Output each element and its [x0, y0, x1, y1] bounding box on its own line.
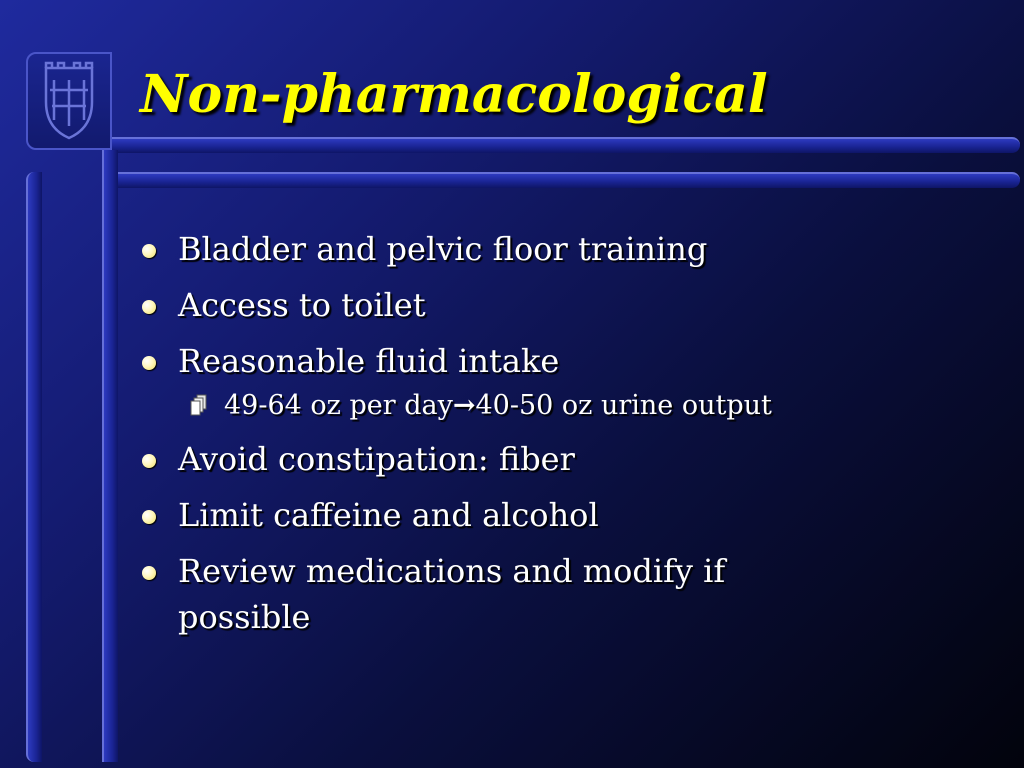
bullet-text: Review medications and modify if possible	[178, 552, 726, 636]
bullet-text: Access to toilet	[178, 286, 426, 324]
bullet-text: Reasonable fluid intake	[178, 342, 560, 380]
document-stack-icon	[190, 394, 208, 416]
body-divider	[112, 172, 1020, 188]
sub-bullet-item	[140, 388, 840, 424]
title-divider	[112, 137, 1020, 153]
slide-title: Non-pharmacological	[140, 64, 768, 125]
bullet-item	[140, 492, 840, 538]
bullet-text: Bladder and pelvic floor training	[178, 230, 708, 268]
logo-frame	[26, 52, 112, 150]
bullet-text: Avoid constipation: fiber	[178, 440, 575, 478]
left-frame-bar	[26, 172, 42, 762]
arrow-right-icon: →	[452, 390, 476, 421]
inner-frame-bar	[102, 150, 118, 762]
bullet-dot-icon	[142, 510, 156, 524]
bullet-list	[140, 226, 840, 650]
bullet-item	[140, 436, 840, 482]
bullet-item	[140, 226, 840, 272]
sub-bullet-text-left: 49-64 oz per day	[224, 390, 453, 421]
sub-bullet-text-right: 40-50 oz urine output	[475, 390, 772, 421]
bullet-dot-icon	[142, 566, 156, 580]
tower-shield-logo-icon	[38, 60, 100, 144]
bullet-item	[140, 548, 840, 640]
bullet-text: Limit caffeine and alcohol	[178, 496, 599, 534]
bullet-dot-icon	[142, 300, 156, 314]
bullet-dot-icon	[142, 454, 156, 468]
bullet-item	[140, 282, 840, 328]
bullet-item	[140, 338, 840, 384]
bullet-dot-icon	[142, 356, 156, 370]
bullet-dot-icon	[142, 244, 156, 258]
